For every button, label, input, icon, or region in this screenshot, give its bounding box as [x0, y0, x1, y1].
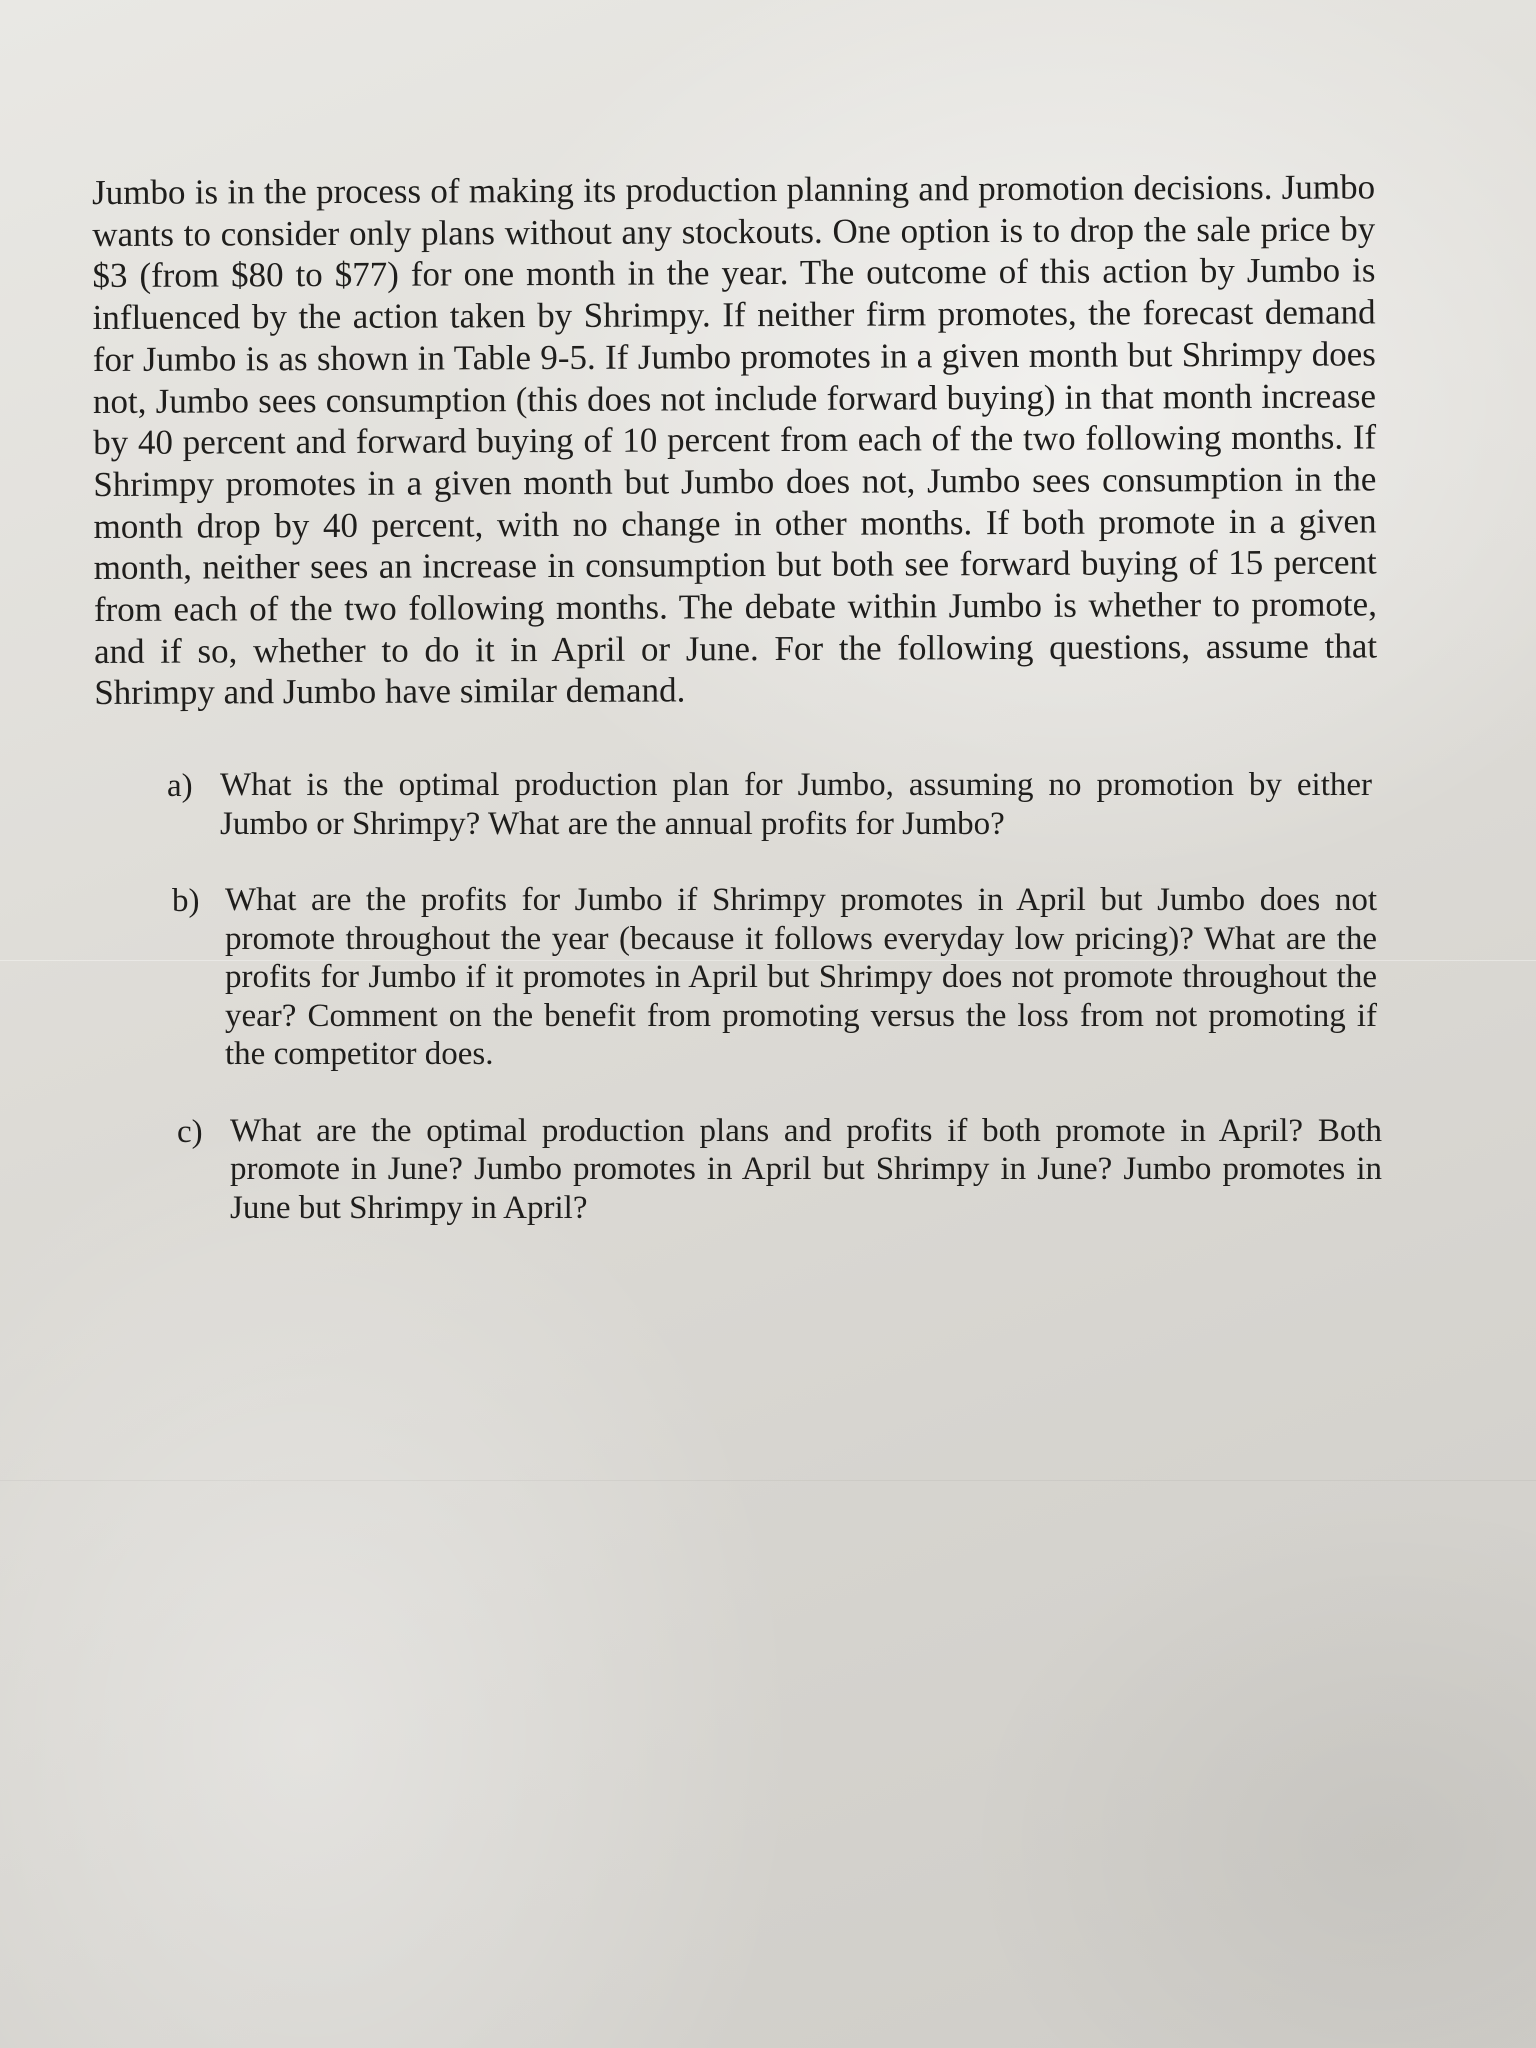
- question-text: What is the optimal production plan for Jumbo, assuming no promotion by either Jumbo or Shrimpy? What are the annual profits for Jumbo?: [220, 767, 1372, 842]
- question-item: [172, 881, 1377, 1074]
- question-item: [167, 766, 1372, 843]
- question-label: b): [172, 883, 200, 920]
- question-list: [92, 766, 1382, 1227]
- question-label: a): [167, 768, 193, 805]
- problem-paragraph: Jumbo is in the process of making its production planning and promotion decisions. Jumbo wants to consider only plans without any stockouts. One option is to drop the sale price by $3 (from $80 to $77) for one month in the year. The outcome of this action by Jumbo is influenced by the action taken by Shrimpy. If neither firm promotes, the forecast demand for Jumbo is as shown in Table 9-5. If Jumbo promotes in a given month but Shrimpy does not, Jumbo sees consumption (this does not include forward buying) in that month increase by 40 percent and forward buying of 10 percent from each of the two following months. If Shrimpy promotes in a given month but Jumbo does not, Jumbo sees consumption in the month drop by 40 percent, with no change in other months. If both promote in a given month, neither sees an increase in consumption but both see forward buying of 15 percent from each of the two following months. The debate within Jumbo is whether to promote, and if so, whether to do it in April or June. For the following questions, assume that Shrimpy and Jumbo have similar demand.: [92, 167, 1378, 713]
- question-text: What are the profits for Jumbo if Shrimpy promotes in April but Jumbo does not promote throughout the year (because it follows everyday low pricing)? What are the profits for Jumbo if it promotes in April but Shrimpy does not promote throughout the year? Comment on the benefit from promoting versus the loss from not promoting if the competitor does.: [225, 882, 1377, 1073]
- question-item: [177, 1112, 1382, 1228]
- paper-fold: [0, 1480, 1536, 1481]
- question-label: c): [177, 1113, 203, 1150]
- question-text: What are the optimal production plans and profits if both promote in April? Both promote in June? Jumbo promotes in April but Shrimpy in June? Jumbo promotes in June but Shrimpy in April?: [230, 1112, 1382, 1226]
- problem-text: [92, 167, 1382, 1265]
